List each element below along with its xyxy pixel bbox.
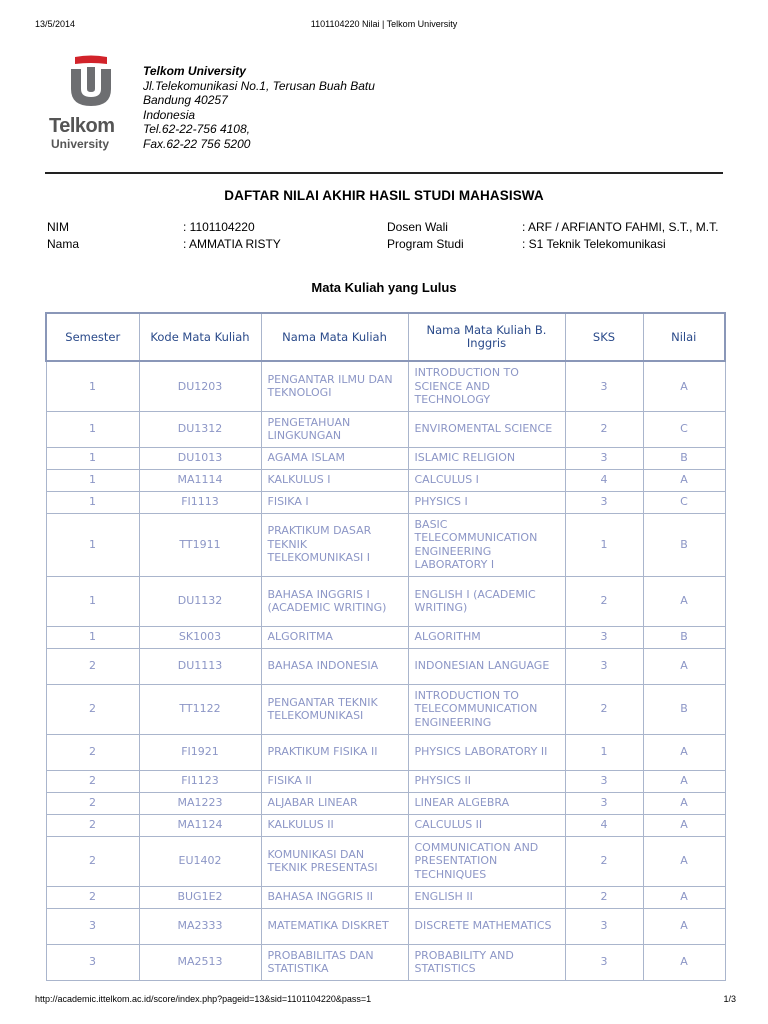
cell-semester: 1	[46, 361, 139, 411]
table-body	[46, 361, 725, 980]
cell-semester: 1	[46, 447, 139, 469]
cell-nilai: B	[643, 626, 725, 648]
cell-sks: 2	[565, 684, 643, 734]
cell-nilai: A	[643, 361, 725, 411]
nim-label: NIM	[47, 220, 69, 234]
cell-nama: PROBABILITAS DAN STATISTIKA	[261, 944, 408, 980]
cell-semester: 2	[46, 814, 139, 836]
cell-kode: MA1114	[139, 469, 261, 491]
cell-kode: DU1312	[139, 411, 261, 447]
table-row	[46, 908, 725, 944]
cell-nama-inggris: COMMUNICATION AND PRESENTATION TECHNIQUES	[408, 836, 565, 886]
cell-nama-inggris: PROBABILITY AND STATISTICS	[408, 944, 565, 980]
cell-nama-inggris: CALCULUS II	[408, 814, 565, 836]
table-row	[46, 684, 725, 734]
cell-kode: FI1921	[139, 734, 261, 770]
cell-semester: 1	[46, 576, 139, 626]
cell-semester: 2	[46, 770, 139, 792]
nim-value: : 1101104220	[183, 220, 255, 234]
cell-nilai: A	[643, 886, 725, 908]
cell-kode: DU1113	[139, 648, 261, 684]
cell-nilai: A	[643, 908, 725, 944]
cell-nama-inggris: DISCRETE MATHEMATICS	[408, 908, 565, 944]
cell-kode: DU1132	[139, 576, 261, 626]
cell-nama: PRAKTIKUM FISIKA II	[261, 734, 408, 770]
program-studi-label: Program Studi	[387, 237, 464, 251]
table-row	[46, 447, 725, 469]
cell-nama: PENGANTAR TEKNIK TELEKOMUNIKASI	[261, 684, 408, 734]
cell-kode: MA2333	[139, 908, 261, 944]
logo-subword: University	[51, 137, 110, 151]
cell-nilai: B	[643, 447, 725, 469]
cell-sks: 2	[565, 836, 643, 886]
table-row	[46, 886, 725, 908]
cell-semester: 2	[46, 648, 139, 684]
cell-nama: ALJABAR LINEAR	[261, 792, 408, 814]
table-row	[46, 411, 725, 447]
cell-nama: KALKULUS I	[261, 469, 408, 491]
table-row	[46, 491, 725, 513]
cell-nama: MATEMATIKA DISKRET	[261, 908, 408, 944]
page-url: http://academic.ittelkom.ac.id/score/index.php?pageid=13&sid=1101104220&pass=1	[35, 994, 372, 1004]
address-line-2: Bandung 40257	[143, 93, 228, 108]
cell-nama-inggris: ENVIROMENTAL SCIENCE	[408, 411, 565, 447]
logo-wordmark: Telkom	[49, 115, 115, 137]
cell-nilai: B	[643, 684, 725, 734]
cell-nilai: A	[643, 576, 725, 626]
cell-nilai: A	[643, 734, 725, 770]
cell-nama: PRAKTIKUM DASAR TEKNIK TELEKOMUNIKASI I	[261, 513, 408, 576]
print-header	[0, 19, 768, 33]
table-row	[46, 576, 725, 626]
cell-semester: 1	[46, 491, 139, 513]
table-row	[46, 944, 725, 980]
header-nilai: Nilai	[643, 313, 725, 361]
cell-sks: 3	[565, 770, 643, 792]
cell-nilai: A	[643, 836, 725, 886]
cell-nama-inggris: BASIC TELECOMMUNICATION ENGINEERING LABORATORY I	[408, 513, 565, 576]
cell-nilai: B	[643, 513, 725, 576]
cell-semester: 2	[46, 886, 139, 908]
print-footer	[0, 994, 768, 1008]
table-row	[46, 469, 725, 491]
address-tel: Tel.62-22-756 4108,	[143, 122, 250, 137]
cell-sks: 2	[565, 886, 643, 908]
cell-semester: 2	[46, 836, 139, 886]
cell-nama: KOMUNIKASI DAN TEKNIK PRESENTASI	[261, 836, 408, 886]
cell-semester: 3	[46, 944, 139, 980]
cell-nama: PENGANTAR ILMU DAN TEKNOLOGI	[261, 361, 408, 411]
nama-label: Nama	[47, 237, 80, 251]
cell-nama-inggris: CALCULUS I	[408, 469, 565, 491]
table-row	[46, 814, 725, 836]
cell-nama-inggris: PHYSICS I	[408, 491, 565, 513]
cell-kode: MA1124	[139, 814, 261, 836]
cell-kode: EU1402	[139, 836, 261, 886]
cell-kode: SK1003	[139, 626, 261, 648]
grades-table	[45, 312, 726, 981]
cell-sks: 3	[565, 908, 643, 944]
cell-nama-inggris: ISLAMIC RELIGION	[408, 447, 565, 469]
cell-sks: 2	[565, 411, 643, 447]
page-number: 1/3	[723, 994, 736, 1004]
cell-semester: 1	[46, 469, 139, 491]
cell-sks: 3	[565, 447, 643, 469]
cell-nilai: A	[643, 770, 725, 792]
header-divider	[45, 172, 723, 174]
header-sks: SKS	[565, 313, 643, 361]
cell-sks: 4	[565, 814, 643, 836]
cell-semester: 3	[46, 908, 139, 944]
cell-kode: TT1911	[139, 513, 261, 576]
cell-nama-inggris: INTRODUCTION TO SCIENCE AND TECHNOLOGY	[408, 361, 565, 411]
cell-nama: AGAMA ISLAM	[261, 447, 408, 469]
dosen-wali-value: : ARF / ARFIANTO FAHMI, S.T., M.T.	[522, 220, 719, 234]
address-fax: Fax.62-22 756 5200	[143, 136, 251, 151]
cell-kode: MA2513	[139, 944, 261, 980]
institution-name: Telkom University	[143, 64, 246, 78]
cell-nama-inggris: PHYSICS II	[408, 770, 565, 792]
program-studi-value: : S1 Teknik Telekomunikasi	[522, 237, 666, 251]
table-row	[46, 361, 725, 411]
cell-kode: DU1013	[139, 447, 261, 469]
print-page-title: 1101104220 Nilai | Telkom University	[310, 19, 458, 29]
institution-address	[143, 64, 375, 152]
cell-semester: 1	[46, 626, 139, 648]
cell-nilai: C	[643, 491, 725, 513]
address-country: Indonesia	[143, 107, 196, 122]
cell-semester: 1	[46, 411, 139, 447]
table-row	[46, 792, 725, 814]
cell-nama-inggris: ENGLISH I (ACADEMIC WRITING)	[408, 576, 565, 626]
cell-semester: 1	[46, 513, 139, 576]
cell-nama: KALKULUS II	[261, 814, 408, 836]
cell-nama: BAHASA INGGRIS I (ACADEMIC WRITING)	[261, 576, 408, 626]
cell-kode: FI1113	[139, 491, 261, 513]
cell-nama-inggris: PHYSICS LABORATORY II	[408, 734, 565, 770]
address-line-1: Jl.Telekomunikasi No.1, Terusan Buah Batu	[143, 78, 375, 93]
cell-nilai: A	[643, 792, 725, 814]
telkom-university-logo	[45, 55, 135, 150]
cell-kode: DU1203	[139, 361, 261, 411]
cell-sks: 3	[565, 648, 643, 684]
nama-value: : AMMATIA RISTY	[183, 237, 281, 251]
header-semester: Semester	[46, 313, 139, 361]
cell-sks: 3	[565, 361, 643, 411]
cell-nama-inggris: INTRODUCTION TO TELECOMMUNICATION ENGINEERING	[408, 684, 565, 734]
cell-nama-inggris: INDONESIAN LANGUAGE	[408, 648, 565, 684]
table-row	[46, 770, 725, 792]
cell-sks: 4	[565, 469, 643, 491]
cell-sks: 2	[565, 576, 643, 626]
table-header-row	[46, 313, 725, 361]
cell-kode: BUG1E2	[139, 886, 261, 908]
table-row	[46, 626, 725, 648]
table-row	[46, 734, 725, 770]
table-row	[46, 648, 725, 684]
header-nama-inggris: Nama Mata Kuliah B. Inggris	[408, 313, 565, 361]
table-row	[46, 513, 725, 576]
cell-nilai: A	[643, 814, 725, 836]
telkom-logo-icon	[67, 55, 115, 107]
cell-nama: BAHASA INDONESIA	[261, 648, 408, 684]
cell-nilai: A	[643, 648, 725, 684]
cell-nama-inggris: ALGORITHM	[408, 626, 565, 648]
cell-semester: 2	[46, 684, 139, 734]
dosen-wali-label: Dosen Wali	[387, 220, 448, 234]
cell-nama-inggris: LINEAR ALGEBRA	[408, 792, 565, 814]
cell-sks: 3	[565, 626, 643, 648]
cell-nilai: C	[643, 411, 725, 447]
cell-nama: PENGETAHUAN LINGKUNGAN	[261, 411, 408, 447]
cell-sks: 3	[565, 792, 643, 814]
cell-nama-inggris: ENGLISH II	[408, 886, 565, 908]
cell-kode: FI1123	[139, 770, 261, 792]
table-row	[46, 836, 725, 886]
cell-kode: TT1122	[139, 684, 261, 734]
cell-nama: BAHASA INGGRIS II	[261, 886, 408, 908]
cell-sks: 1	[565, 734, 643, 770]
document-title: DAFTAR NILAI AKHIR HASIL STUDI MAHASISWA	[224, 188, 544, 203]
cell-nilai: A	[643, 944, 725, 980]
cell-semester: 2	[46, 734, 139, 770]
cell-kode: MA1223	[139, 792, 261, 814]
cell-sks: 3	[565, 944, 643, 980]
cell-nama: ALGORITMA	[261, 626, 408, 648]
cell-nama: FISIKA I	[261, 491, 408, 513]
cell-sks: 3	[565, 491, 643, 513]
cell-semester: 2	[46, 792, 139, 814]
header-nama: Nama Mata Kuliah	[261, 313, 408, 361]
cell-nilai: A	[643, 469, 725, 491]
print-date: 13/5/2014	[35, 19, 76, 29]
cell-nama: FISIKA II	[261, 770, 408, 792]
header-kode: Kode Mata Kuliah	[139, 313, 261, 361]
cell-sks: 1	[565, 513, 643, 576]
section-title: Mata Kuliah yang Lulus	[311, 280, 457, 295]
